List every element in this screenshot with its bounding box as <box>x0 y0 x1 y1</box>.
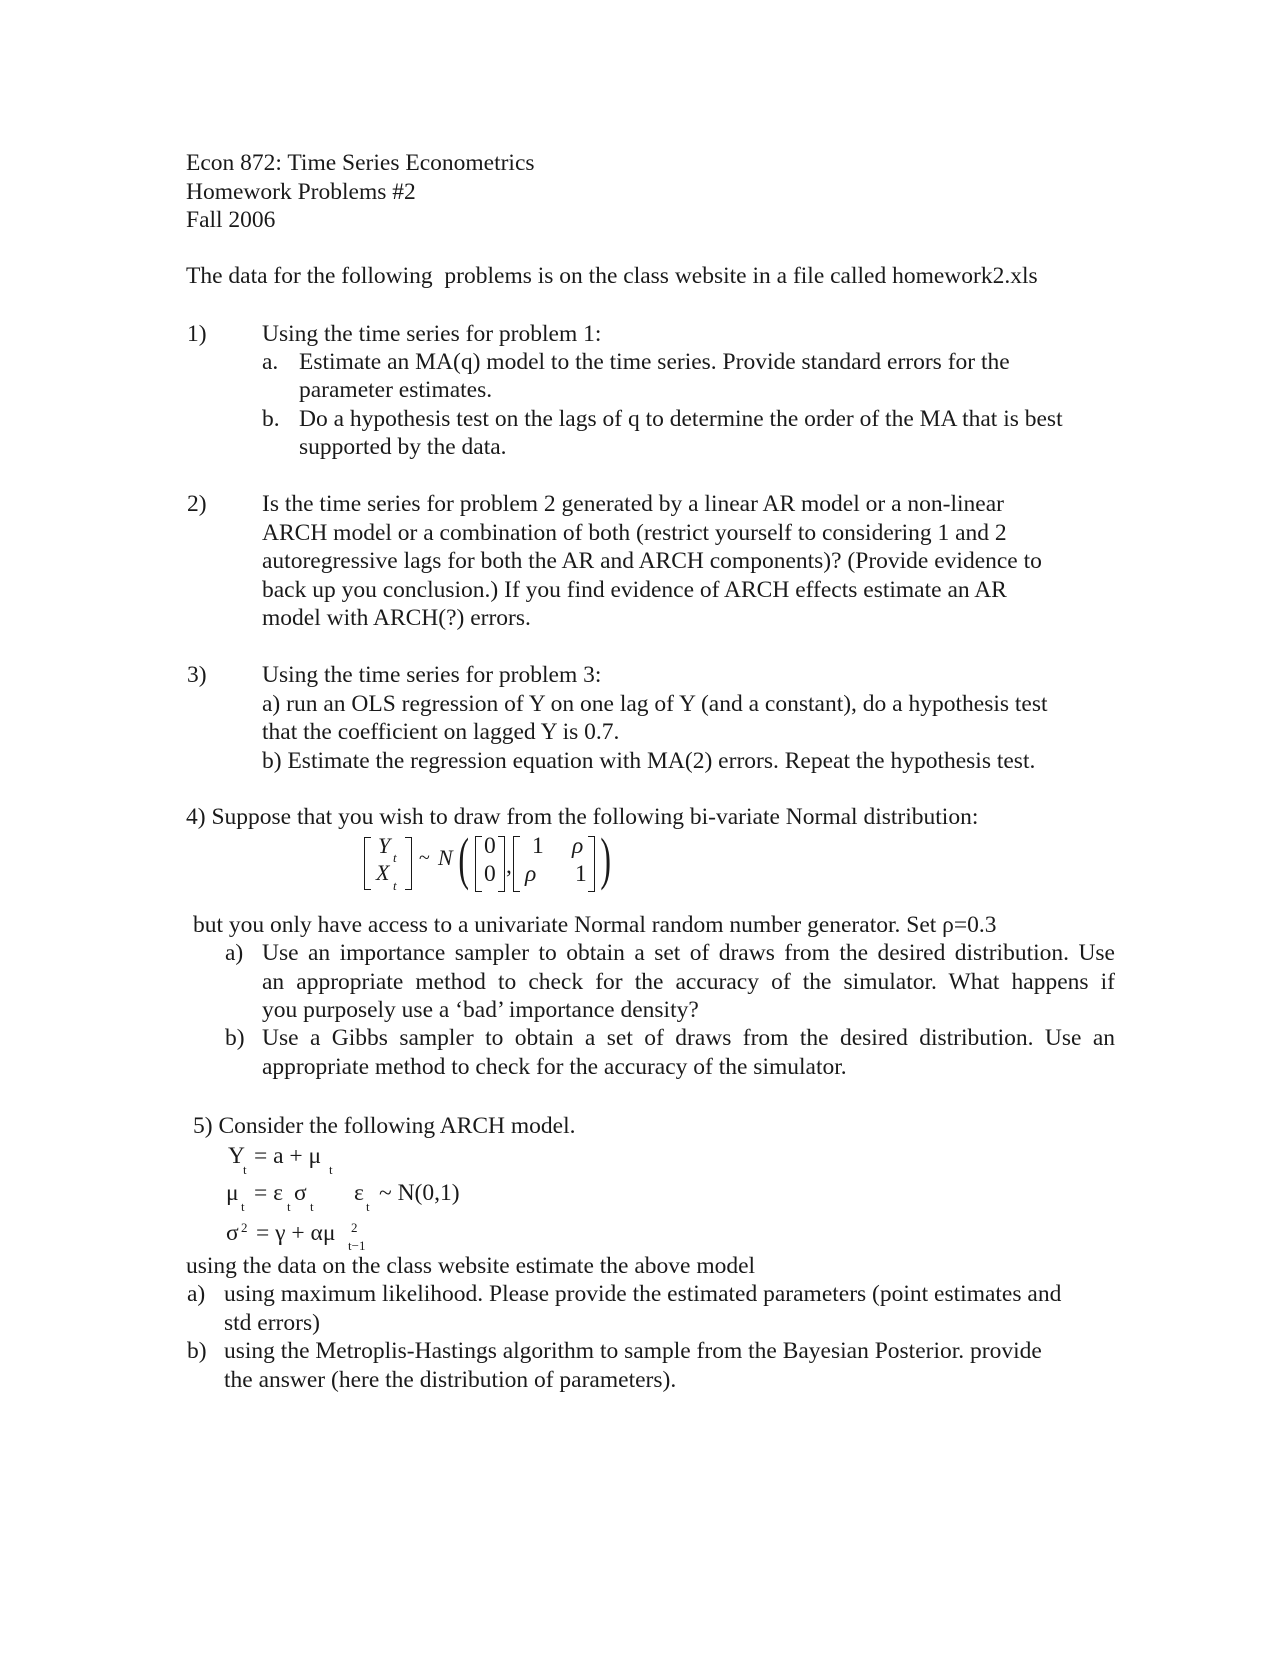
eq3-lhs: σ <box>226 1220 239 1246</box>
homework-title: Homework Problems #2 <box>186 178 416 205</box>
problem-2-line-4: back up you conclusion.) If you find evidence of ARCH effects estimate an AR <box>262 576 1007 603</box>
problem-4-lead: 4) Suppose that you wish to draw from the following bi-variate Normal distribution: <box>186 804 979 830</box>
mean-bracket-left <box>475 836 482 892</box>
term: Fall 2006 <box>186 207 276 234</box>
bivariate-normal-equation <box>350 826 630 896</box>
item-b-line-1: Do a hypothesis test on the lags of q to determine the order of the MA that is best <box>299 406 1063 432</box>
vector-bracket-right <box>405 837 412 890</box>
item-label-a: a. <box>262 349 279 375</box>
problem-5-lead: 5) Consider the following ARCH model. <box>193 1113 576 1139</box>
problem-number: 3) <box>187 662 207 688</box>
normal-n: N <box>438 845 453 870</box>
comma: , <box>506 853 512 879</box>
eq3-rhs-sub: t−1 <box>348 1238 366 1253</box>
problem-2-line-3: autoregressive lags for both the AR and ARCH components)? (Provide evidence to <box>262 548 1042 575</box>
mean-bracket-right <box>498 836 505 892</box>
problem-1 <box>0 320 1280 470</box>
problem-3-line-2: a) run an OLS regression of Y on one lag of Y (and a constant), do a hypothesis test <box>262 690 1048 717</box>
item-b-line-2: supported by the data. <box>299 434 507 460</box>
cov-21: ρ <box>525 861 537 887</box>
problem-number: 2) <box>187 491 207 517</box>
eq1-rhs: = a + μ <box>254 1143 322 1169</box>
problem-3-line-3: that the coefficient on lagged Y is 0.7. <box>262 719 620 746</box>
item-a-line-1: Estimate an MA(q) model to the time series. Provide standard errors for the <box>299 349 1010 375</box>
problem-2-line-2: ARCH model or a combination of both (restrict yourself to considering 1 and 2 <box>262 519 1007 546</box>
cov-bracket-right <box>588 836 595 892</box>
eq2-rhs-eps: = ε <box>254 1180 283 1206</box>
eq2-dist: ~ N(0,1) <box>379 1180 460 1206</box>
tilde: ~ <box>419 847 430 869</box>
eq1-rhs-sub: t <box>329 1162 333 1177</box>
mean-bottom: 0 <box>484 861 496 887</box>
var-x-sub: t <box>393 878 397 893</box>
paren-right: ) <box>600 826 611 891</box>
eq2-eps-sub: t <box>366 1199 370 1214</box>
problem-5-items <box>0 1280 1280 1400</box>
vector-bracket-left <box>364 837 371 890</box>
problem-3-line-1: Using the time series for problem 3: <box>262 662 602 688</box>
cov-22: 1 <box>575 861 587 887</box>
cov-11: 1 <box>532 833 544 859</box>
item-label-b: b) <box>187 1338 207 1364</box>
problem-3 <box>0 661 1280 781</box>
problem-lead: Using the time series for problem 1: <box>262 321 602 347</box>
eq2-rhs-sigma-sub: t <box>310 1199 314 1214</box>
item-label-a: a) <box>187 1281 206 1307</box>
header <box>186 149 535 235</box>
item-b-line-1: Use a Gibbs sampler to obtain a set of draws from the desired distribution. Use an <box>262 1025 1115 1051</box>
eq2-lhs: μ <box>226 1180 239 1206</box>
item-a-line-1: Use an importance sampler to obtain a set of draws from the desired distribution. Use <box>262 940 1115 966</box>
problem-5-after: using the data on the class website estimate the above model <box>186 1253 756 1279</box>
eq1-lhs: Y <box>228 1143 245 1169</box>
problem-4-after: but you only have access to a univariate Normal random number generator. Set ρ=0.3 <box>193 912 997 938</box>
item-b-line-1: using the Metroplis-Hastings algorithm to sample from the Bayesian Posterior. provide <box>224 1338 1042 1364</box>
eq2-rhs-sigma: σ <box>294 1180 307 1206</box>
eq2-rhs-eps-sub: t <box>287 1199 291 1214</box>
cov-12: ρ <box>572 833 584 859</box>
item-a-line-2: std errors) <box>224 1309 320 1336</box>
var-y: Y <box>378 833 391 858</box>
item-a-line-1: using maximum likelihood. Please provide the estimated parameters (point estimates and <box>224 1281 1062 1307</box>
arch-model-equations <box>226 1142 526 1252</box>
intro-text: The data for the following problems is on the class website in a file called homework2.xls <box>186 263 1038 289</box>
var-x: X <box>376 860 390 885</box>
item-a-line-3: you purposely use a ‘bad’ importance density? <box>262 997 699 1024</box>
problem-4-items <box>0 939 1280 1089</box>
eq3-rhs: = γ + αμ <box>256 1220 336 1246</box>
mean-top: 0 <box>484 833 496 859</box>
item-a-line-2: an appropriate method to check for the accuracy of the simulator. What happens if <box>262 968 1115 995</box>
item-a-line-2: parameter estimates. <box>299 377 493 403</box>
item-label-b: b) <box>225 1025 245 1051</box>
item-b-line-2: appropriate method to check for the accuracy of the simulator. <box>262 1053 847 1080</box>
var-y-sub: t <box>393 850 397 865</box>
item-b-line-2: the answer (here the distribution of parameters). <box>224 1366 677 1393</box>
eq1-lhs-sub: t <box>243 1162 247 1177</box>
problem-2 <box>0 490 1280 640</box>
paren-left: ( <box>458 826 469 891</box>
item-label-a: a) <box>225 940 244 966</box>
problem-3-line-4: b) Estimate the regression equation with MA(2) errors. Repeat the hypothesis test. <box>262 747 1036 774</box>
course-title: Econ 872: Time Series Econometrics <box>186 150 535 176</box>
problem-number: 1) <box>187 321 207 347</box>
eq3-lhs-sup: 2 <box>241 1220 248 1235</box>
eq2-eps: ε <box>354 1180 364 1206</box>
eq2-lhs-sub: t <box>241 1199 245 1214</box>
problem-2-line-1: Is the time series for problem 2 generated by a linear AR model or a non-linear <box>262 491 1004 517</box>
eq3-rhs-sup: 2 <box>351 1220 358 1235</box>
cov-bracket-left <box>513 836 520 892</box>
problem-2-line-5: model with ARCH(?) errors. <box>262 605 531 632</box>
item-label-b: b. <box>262 406 280 432</box>
